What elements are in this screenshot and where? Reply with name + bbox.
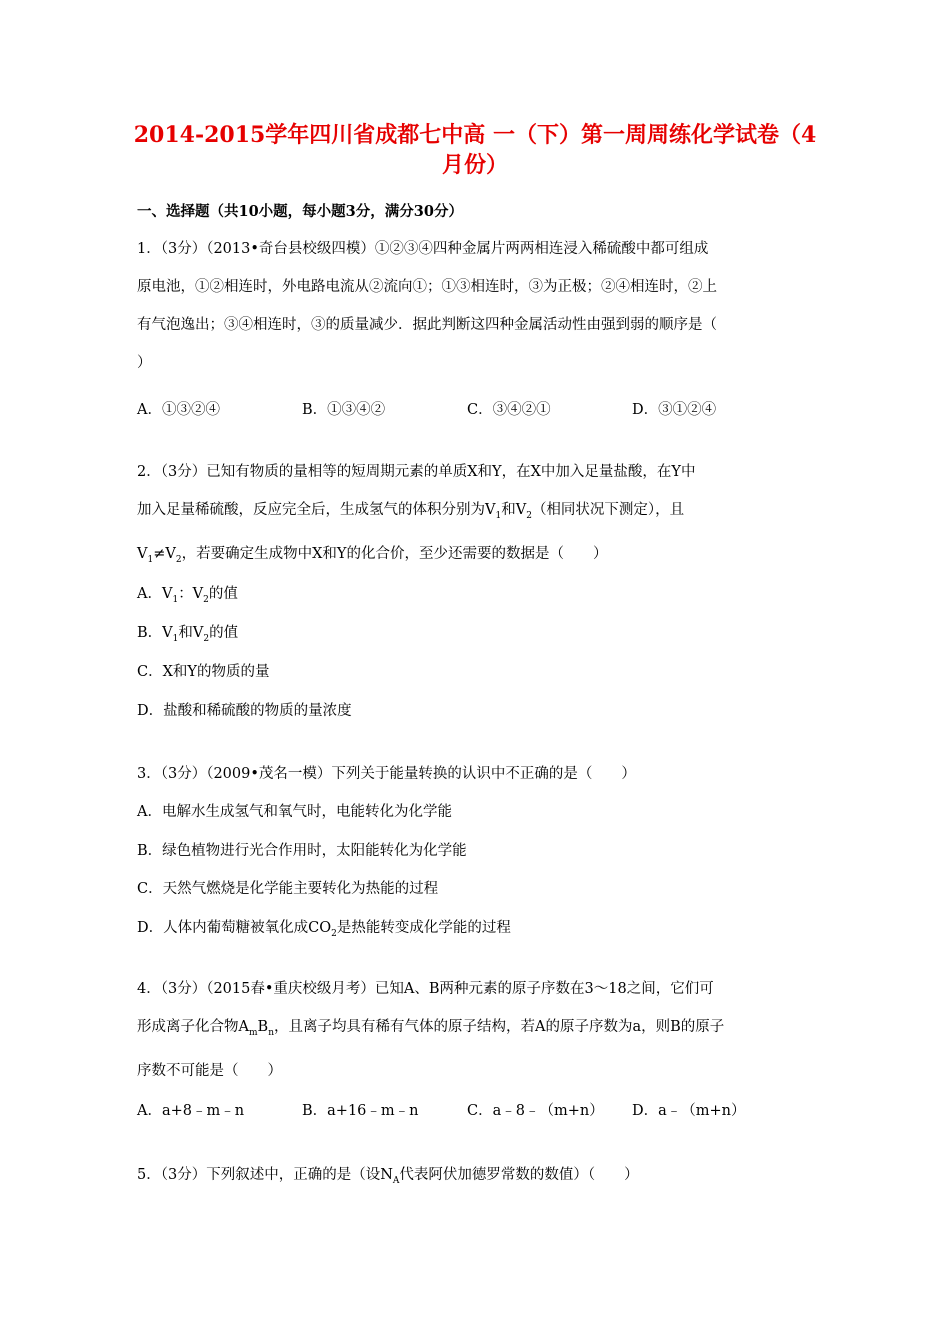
- q2-line-2: 加入足量稀硫酸，反应完全后，生成氢气的体积分别为$V_1$和$V_2$（相同状况下测定），且: [137, 502, 685, 521]
- q1-option-b[interactable]: B．①③④②: [302, 402, 386, 418]
- q1-line-4: ）: [137, 355, 152, 371]
- title-line-1: 2014-2015学年四川省成都七中高 一（下）第一周周练化学试卷（4: [133, 122, 817, 148]
- q4-line-1: 4．（3分）（2015春•重庆校级月考）已知A、B两种元素的原子序数在3～18之间，它们可: [137, 981, 714, 997]
- q3-stem: 3．（3分）（2009•茂名一模）下列关于能量转换的认识中不正确的是（ ）: [137, 766, 636, 782]
- q1-line-2: 原电池，①②相连时，外电路电流从②流向①；①③相连时，③为正极；②④相连时，②上: [137, 279, 717, 295]
- q3-option-b[interactable]: B．绿色植物进行光合作用时，太阳能转化为化学能: [137, 843, 467, 859]
- q4-options: [137, 1099, 817, 1120]
- q2-line-1: 2．（3分）已知有物质的量相等的短周期元素的单质X和Y，在X中加入足量盐酸，在Y中: [137, 464, 696, 480]
- q4-option-d[interactable]: D．a﹣（m+n）: [632, 1103, 746, 1119]
- question-1: [137, 230, 817, 382]
- page-title: [120, 120, 830, 180]
- q2-option-c[interactable]: C．X和Y的物质的量: [137, 664, 270, 680]
- q1-line-3: 有气泡逸出；③④相连时，③的质量减少．据此判断这四种金属活动性由强到弱的顺序是（: [137, 317, 717, 333]
- q2-line-3: $V_1\ne V_2$，若要确定生成物中X和Y的化合价，至少还需要的数据是（ ）: [137, 545, 608, 565]
- q4-option-c[interactable]: C．a﹣8﹣（m+n）: [467, 1103, 604, 1119]
- title-line-2: 月份）: [441, 152, 508, 178]
- q1-option-a[interactable]: A．①③②④: [137, 402, 220, 418]
- question-2: [137, 453, 817, 579]
- q1-option-d[interactable]: D．③①②④: [632, 402, 717, 418]
- q4-option-a[interactable]: A．a+8﹣m﹣n: [137, 1103, 245, 1119]
- q3-option-c[interactable]: C．天然气燃烧是化学能主要转化为热能的过程: [137, 881, 439, 897]
- question-4: [137, 970, 817, 1090]
- q4-line-2: 形成离子化合物$A_mB_n$，且离子均具有稀有气体的原子结构，若A的原子序数为a，则B的原子: [137, 1019, 725, 1038]
- q1-options: [137, 398, 817, 419]
- q1-line-1: 1．（3分）（2013•奇台县校级四模）①②③④四种金属片两两相连浸入稀硫酸中都可组成: [137, 241, 709, 257]
- q3-option-a[interactable]: A．电解水生成氢气和氧气时，电能转化为化学能: [137, 804, 452, 820]
- q4-option-b[interactable]: B．a+16﹣m﹣n: [302, 1103, 419, 1119]
- q4-line-3: 序数不可能是（ ）: [137, 1062, 282, 1079]
- q1-option-c[interactable]: C．③④②①: [467, 402, 551, 418]
- q2-option-a[interactable]: A．$V_1$：$V_2$的值: [137, 586, 238, 605]
- section-heading: 一、选择题（共10小题，每小题3分，满分30分）: [137, 203, 463, 220]
- q2-option-b[interactable]: B．$V_1$和$V_2$的值: [137, 625, 239, 644]
- q2-option-d[interactable]: D．盐酸和稀硫酸的物质的量浓度: [137, 703, 352, 719]
- q3-option-d[interactable]: D．人体内葡萄糖被氧化成$CO_2$是热能转变成化学能的过程: [137, 920, 511, 939]
- q5-stem: 5．（3分）下列叙述中，正确的是（设$N_A$代表阿伏加德罗常数的数值）（ ）: [137, 1167, 639, 1186]
